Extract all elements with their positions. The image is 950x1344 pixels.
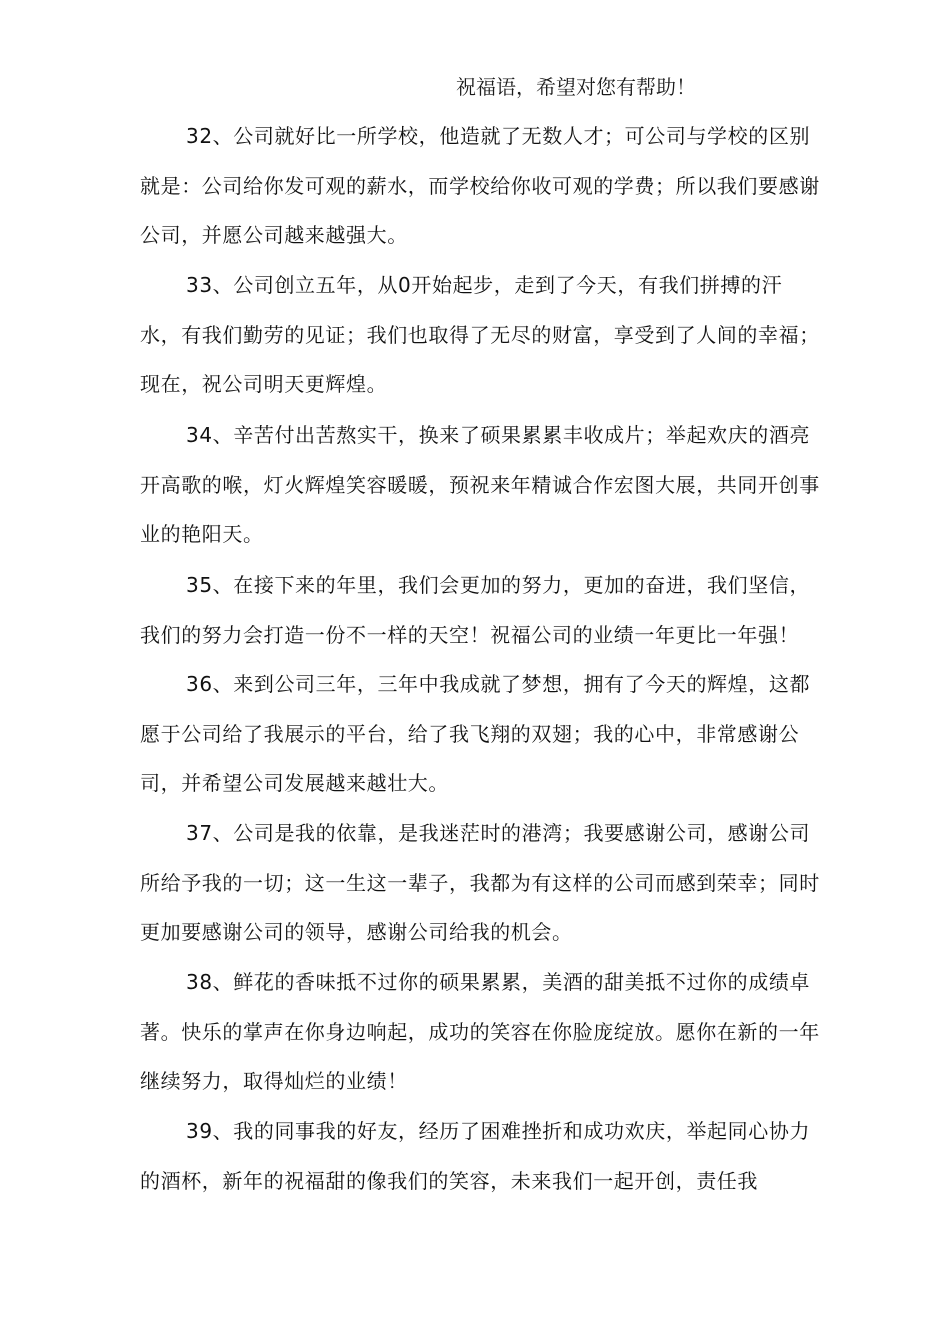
paragraph-32: 32、公司就好比一所学校，他造就了无数人才；可公司与学校的区别就是：公司给你发可观的薪水，而学校给你收可观的学费；所以我们要感谢公司，并愿公司越来越强大。 — [140, 124, 820, 247]
header-line: 祝福语，希望对您有帮助！ — [456, 75, 696, 99]
paragraph-33: 33、公司创立五年，从0开始起步，走到了今天，有我们拼搏的汗水，有我们勤劳的见证；我们也取得了无尽的财富，享受到了人间的幸福；现在，祝公司明天更辉煌。 — [140, 273, 820, 396]
paragraph-35: 35、在接下来的年里，我们会更加的努力，更加的奋进，我们坚信，我们的努力会打造一份不一样的天空！祝福公司的业绩一年更比一年强！ — [140, 573, 811, 647]
paragraph-36: 36、来到公司三年，三年中我成就了梦想，拥有了今天的辉煌，这都愿于公司给了我展示的平台，给了我飞翔的双翅；我的心中，非常感谢公司，并希望公司发展越来越壮大。 — [140, 672, 811, 795]
paragraph-37: 37、公司是我的依靠，是我迷茫时的港湾；我要感谢公司，感谢公司所给予我的一切；这一生这一辈子，我都为有这样的公司而感到荣幸；同时更加要感谢公司的领导，感谢公司给我的机会。 — [140, 821, 820, 944]
paragraph-34: 34、辛苦付出苦熬实干，换来了硕果累累丰收成片；举起欢庆的酒亮开高歌的喉，灯火辉煌笑容暖暖，预祝来年精诚合作宏图大展，共同开创事业的艳阳天。 — [140, 423, 820, 546]
paragraph-38: 38、鲜花的香味抵不过你的硕果累累，美酒的甜美抵不过你的成绩卓著。快乐的掌声在你身边响起，成功的笑容在你脸庞绽放。愿你在新的一年继续努力，取得灿烂的业绩！ — [140, 970, 820, 1093]
paragraph-39: 39、我的同事我的好友，经历了困难挫折和成功欢庆，举起同心协力的酒杯，新年的祝福甜的像我们的笑容，未来我们一起开创，责任我 — [140, 1119, 811, 1193]
